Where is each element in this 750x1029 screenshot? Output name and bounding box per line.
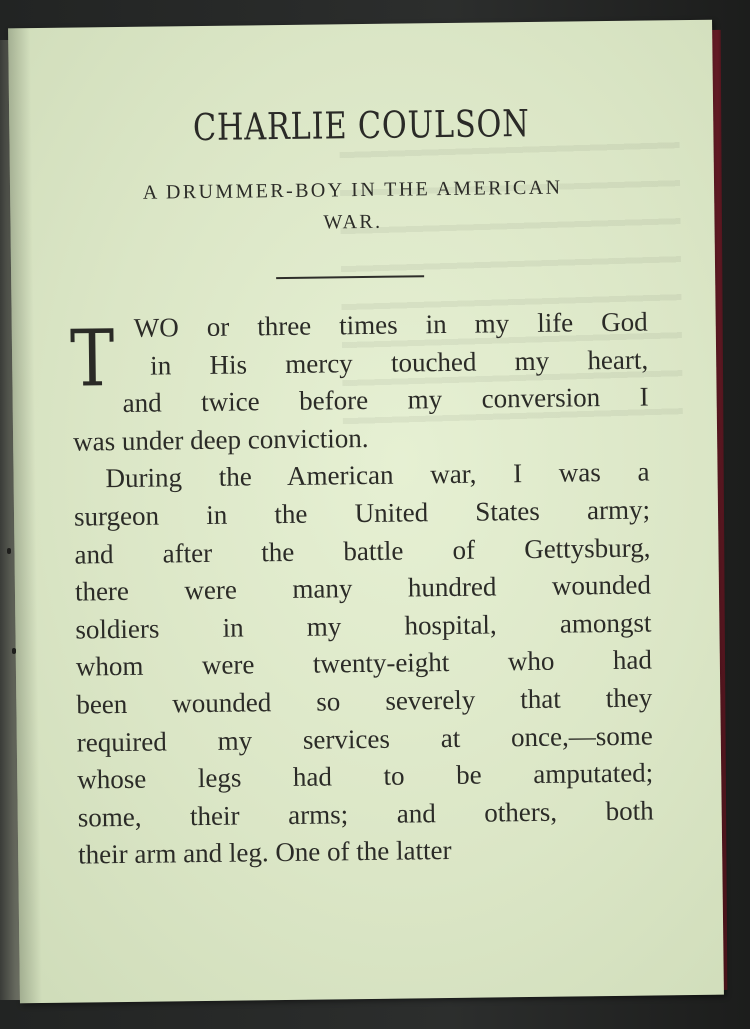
body-text (69, 304, 655, 875)
drop-cap: T (69, 314, 115, 405)
paragraph-2-line: surgeon in the United States army; (73, 494, 651, 532)
paragraph-2-line: some, their arms; and others, both (77, 795, 654, 833)
paragraph-1-line: in His mercy touched my heart, (150, 344, 649, 381)
paragraph-2-line: required my services at once,—some (76, 720, 653, 758)
paragraph-1 (69, 304, 650, 461)
book-page (8, 20, 724, 1004)
paragraph-2-line: soldiers in my hospital, amongst (75, 607, 652, 645)
paragraph-2-line: whose legs had to be amputated; (77, 757, 654, 795)
paragraph-2-line: been wounded so severely that they (76, 682, 653, 720)
paragraph-2-line: their arm and leg. One of the latter (77, 835, 452, 870)
subtitle-line-1: A DRUMMER-BOY IN THE AMERICAN (142, 176, 563, 204)
binding-thread-mark (7, 548, 11, 554)
paragraph-2-line: and after the battle of Gettysburg, (74, 532, 651, 570)
binding-thread-mark (12, 648, 16, 654)
paragraph-1-line: was under deep conviction. (72, 422, 369, 457)
paragraph-2-line: there were many hundred wounded (74, 569, 652, 607)
subtitle-line-2: WAR. (323, 210, 383, 234)
paragraph-2 (73, 454, 654, 875)
paragraph-1-line: WO or three times in my life God (133, 306, 648, 343)
paragraph-2-line: During the American war, I was a (105, 456, 650, 494)
chapter-subtitle (65, 171, 641, 242)
paragraph-2-line: whom were twenty-eight who had (75, 644, 653, 682)
paragraph-1-line: and twice before my conversion I (122, 381, 649, 419)
chapter-title: CHARLIE COULSON (192, 101, 530, 150)
